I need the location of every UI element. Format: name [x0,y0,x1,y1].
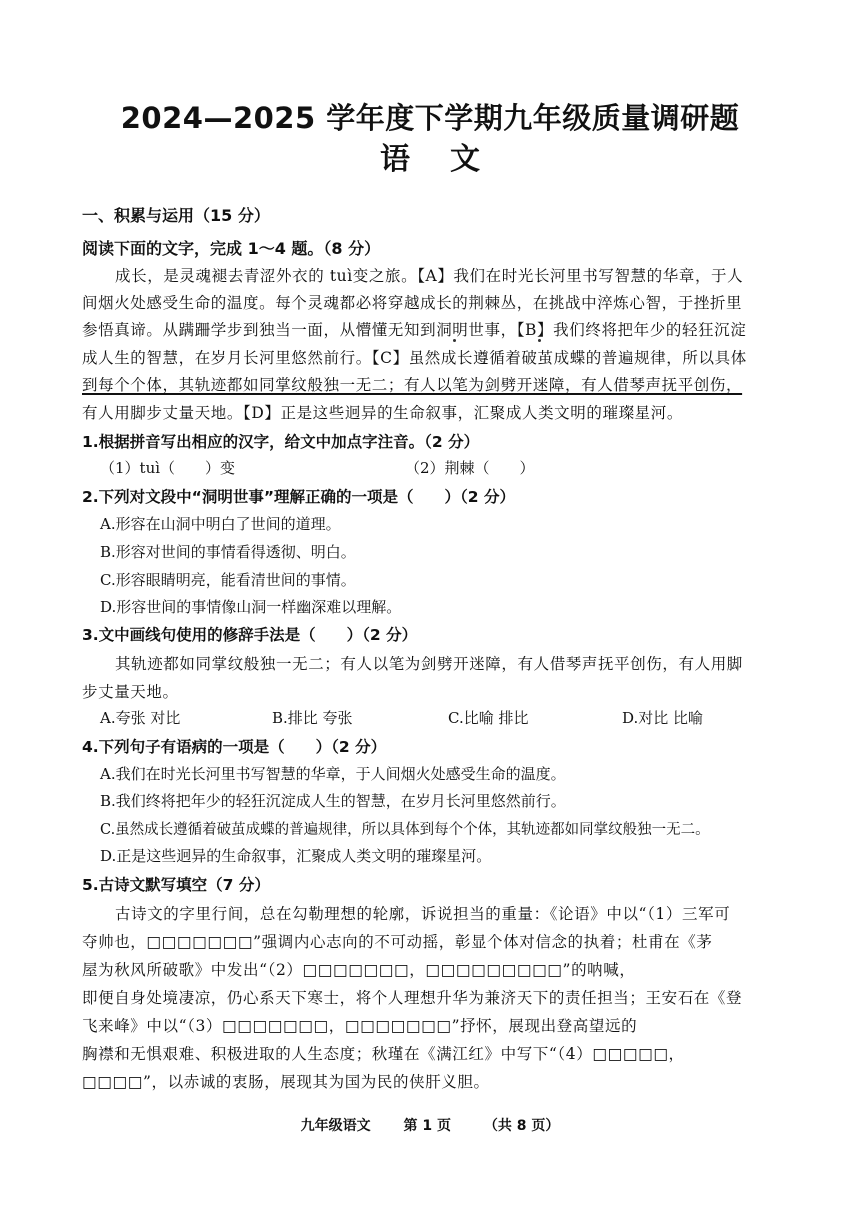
q4-option: B.我们终将把年少的轻狂沉淀成人生的智慧，在岁月长河里悠然前行。 [100,792,566,810]
q5-line: 屋为秋风所破歌》中发出“（2）□□□□□□□，□□□□□□□□□”的呐喊， [82,961,636,979]
passage-line: 间烟火处感受生命的温度。每个灵魂都必将穿越成长的荆棘丛，在挑战中淬炼心智，于挫折里 [82,294,743,312]
q4-option: D.正是这些迥异的生命叙事，汇聚成人类文明的璀璨星河。 [100,847,492,865]
subject-title: 语文 [380,142,520,177]
section-heading: 一、积累与运用（15 分） [82,206,270,225]
passage-line: 有人用脚步丈量天地。【D】正是这些迥异的生命叙事，汇聚成人类文明的璀璨星河。 [82,404,683,422]
q2-stem: 2.下列对文段中“洞明世事”理解正确的一项是（ ）（2 分） [82,488,515,506]
q1-item-b: （2）荆棘（ ） [405,459,535,477]
footer-grade: 九年级语文 [300,1118,371,1134]
q3-option: B.排比 夸张 [272,709,353,727]
q3-option: C.比喻 排比 [448,709,529,727]
q5-line: 夺帅也，□□□□□□□”强调内心志向的不可动摇，彰显个体对信念的执着；杜甫在《茅 [82,933,713,951]
passage-line: 成长，是灵魂褪去青涩外衣的 tuì变之旅。【A】我们在时光长河里书写智慧的华章，于人 [115,267,744,285]
q2-option: B.形容对世间的事情看得透彻、明白。 [100,543,356,561]
q1-item-a: （1）tuì（ ）变 [100,459,236,477]
footer-total: （共 8 页） [483,1118,560,1134]
q2-option: A.形容在山洞中明白了世间的道理。 [100,515,341,533]
emphasis-dot [453,339,456,342]
q4-stem: 4.下列句子有语病的一项是（ ）（2 分） [82,738,387,756]
q1-stem: 1.根据拼音写出相应的汉字，给文中加点字注音。（2 分） [82,433,480,451]
reading-instruction: 阅读下面的文字，完成 1～4 题。（8 分） [82,239,381,258]
q5-line: 即便自身处境凄凉，仍心系天下寒士，将个人理想升华为兼济天下的责任担当；王安石在《登 [82,989,743,1007]
q5-stem: 5.古诗文默写填空（7 分） [82,876,270,894]
passage-line: 成人生的智慧，在岁月长河里悠然前行。【C】虽然成长遵循着破茧成蝶的普遍规律，所以具体 [82,349,747,367]
q3-option: A.夸张 对比 [100,709,181,727]
passage-line-underlined: 到每个个体，其轨迹都如同掌纹般独一无二；有人以笔为剑劈开迷障，有人借琴声抚平创伤， [82,376,743,394]
emphasis-dot [538,339,541,342]
q3-stem: 3.文中画线句使用的修辞手法是（ ）（2 分） [82,626,418,644]
q3-option: D.对比 比喻 [622,709,704,727]
q3-quote: 其轨迹都如同掌纹般独一无二；有人以笔为剑劈开迷障，有人借琴声抚平创伤，有人用脚 [115,655,743,673]
q2-option: C.形容眼睛明亮，能看清世间的事情。 [100,571,356,589]
q5-line: 古诗文的字里行间，总在勾勒理想的轮廓，诉说担当的重量：《论语》中以“（1）三军可 [115,905,731,923]
q5-line: □□□□”，以赤诚的衷肠，展现其为国为民的侠肝义胆。 [82,1073,490,1091]
footer-page: 第 1 页 [403,1118,451,1134]
q2-option: D.形容世间的事情像山洞一样幽深难以理解。 [100,598,402,616]
passage-line: 参悟真谛。从蹒跚学步到独当一面，从懵懂无知到洞明世事，【B】我们终将把年少的轻狂沉淀 [82,321,747,339]
q4-option: C.虽然成长遵循着破茧成蝶的普遍规律，所以具体到每个个体，其轨迹都如同掌纹般独一无二。 [100,822,710,838]
page-footer [0,1115,860,1135]
exam-title: 2024—2025 学年度下学期九年级质量调研题 [120,101,740,135]
q4-option: A.我们在时光长河里书写智慧的华章，于人间烟火处感受生命的温度。 [100,765,566,783]
q3-quote: 步丈量天地。 [82,683,179,701]
q5-line: 飞来峰》中以“（3）□□□□□□□，□□□□□□□”抒怀，展现出登高望远的 [82,1017,638,1035]
q5-line: 胸襟和无惧艰难、积极进取的人生态度；秋瑾在《满江红》中写下“（4）□□□□□， [82,1045,685,1063]
